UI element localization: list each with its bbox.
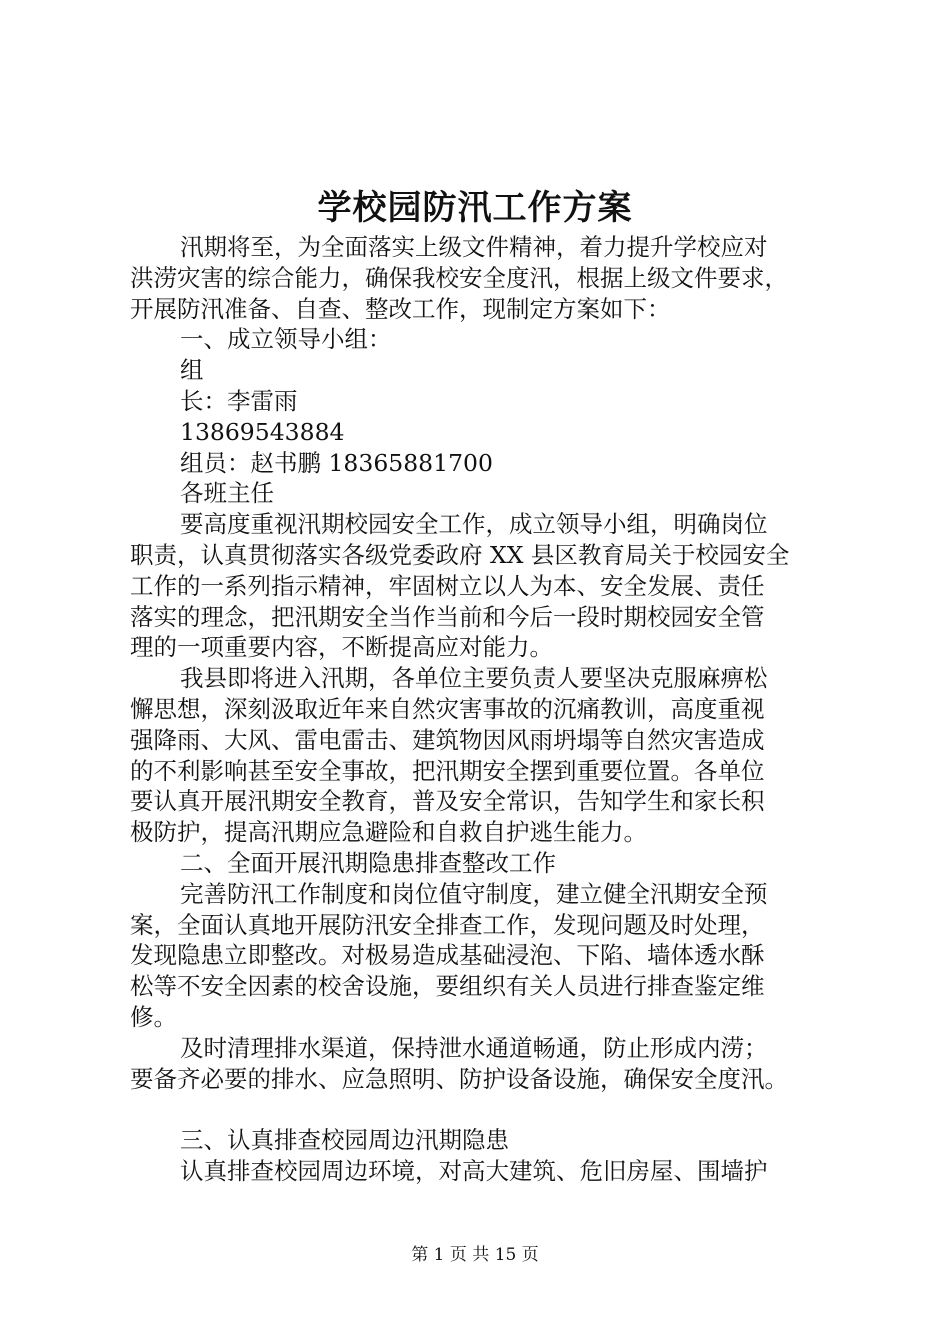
- text-line: 二、全面开展汛期隐患排查整改工作: [180, 848, 556, 877]
- text-line: 案，全面认真地开展防汛安全排查工作，发现问题及时处理，: [130, 910, 765, 939]
- text-line: 要高度重视汛期校园安全工作，成立领导小组，明确岗位: [180, 510, 768, 539]
- text-line: [130, 1094, 850, 1125]
- text-line: 及时清理排水渠道，保持泄水通道畅通，防止形成内涝；: [180, 1033, 768, 1062]
- text-line: 13869543884: [180, 417, 345, 446]
- text-line: 理的一项重要内容，不断提高应对能力。: [130, 633, 553, 662]
- text-line: 认真排查校园周边环境，对高大建筑、危旧房屋、围墙护: [180, 1156, 768, 1185]
- text-line: 极防护，提高汛期应急避险和自救自护逃生能力。: [130, 818, 647, 847]
- text-line: 松等不安全因素的校舍设施，要组织有关人员进行排查鉴定维: [130, 972, 765, 1001]
- document-body: [130, 232, 850, 1187]
- text-line: 的不利影响甚至安全事故，把汛期安全摆到重要位置。各单位: [130, 756, 765, 785]
- text-line: 要认真开展汛期安全教育，普及安全常识，告知学生和家长积: [130, 787, 765, 816]
- text-line: 各班主任: [180, 479, 274, 508]
- text-line: 完善防汛工作制度和岗位值守制度，建立健全汛期安全预: [180, 879, 768, 908]
- text-line: 汛期将至，为全面落实上级文件精神，着力提升学校应对: [180, 233, 768, 261]
- text-line: 长：李雷雨: [180, 386, 298, 415]
- text-line: 三、认真排查校园周边汛期隐患: [180, 1126, 509, 1155]
- text-line: 职责，认真贯彻落实各级党委政府 XX 县区教育局关于校园安全: [130, 540, 790, 569]
- text-line: 组: [180, 356, 204, 385]
- text-line: 修。: [130, 1002, 177, 1031]
- text-line: 一、成立领导小组：: [180, 325, 392, 354]
- text-line: 落实的理念，把汛期安全当作当前和今后一段时期校园安全管: [130, 602, 765, 631]
- text-line: 工作的一系列指示精神，牢固树立以人为本、安全发展、责任: [130, 571, 765, 600]
- document-title: 学校园防汛工作方案: [317, 188, 633, 228]
- text-line: 开展防汛准备、自查、整改工作，现制定方案如下：: [130, 294, 671, 323]
- text-line: 懈思想，深刻汲取近年来自然灾害事故的沉痛教训，高度重视: [130, 694, 765, 723]
- page-footer: 第 1 页 共 15 页: [411, 1245, 539, 1265]
- text-line: 要备齐必要的排水、应急照明、防护设备设施，确保安全度汛。: [130, 1064, 788, 1093]
- text-line: 我县即将进入汛期，各单位主要负责人要坚决克服麻痹松: [180, 664, 768, 693]
- text-line: 发现隐患立即整改。对极易造成基础浸泡、下陷、墙体透水酥: [130, 941, 765, 970]
- text-line: 洪涝灾害的综合能力，确保我校安全度汛，根据上级文件要求，: [130, 263, 788, 292]
- text-line: 强降雨、大风、雷电雷击、建筑物因风雨坍塌等自然灾害造成: [130, 725, 765, 754]
- text-line: 组员：赵书鹏 18365881700: [180, 448, 493, 477]
